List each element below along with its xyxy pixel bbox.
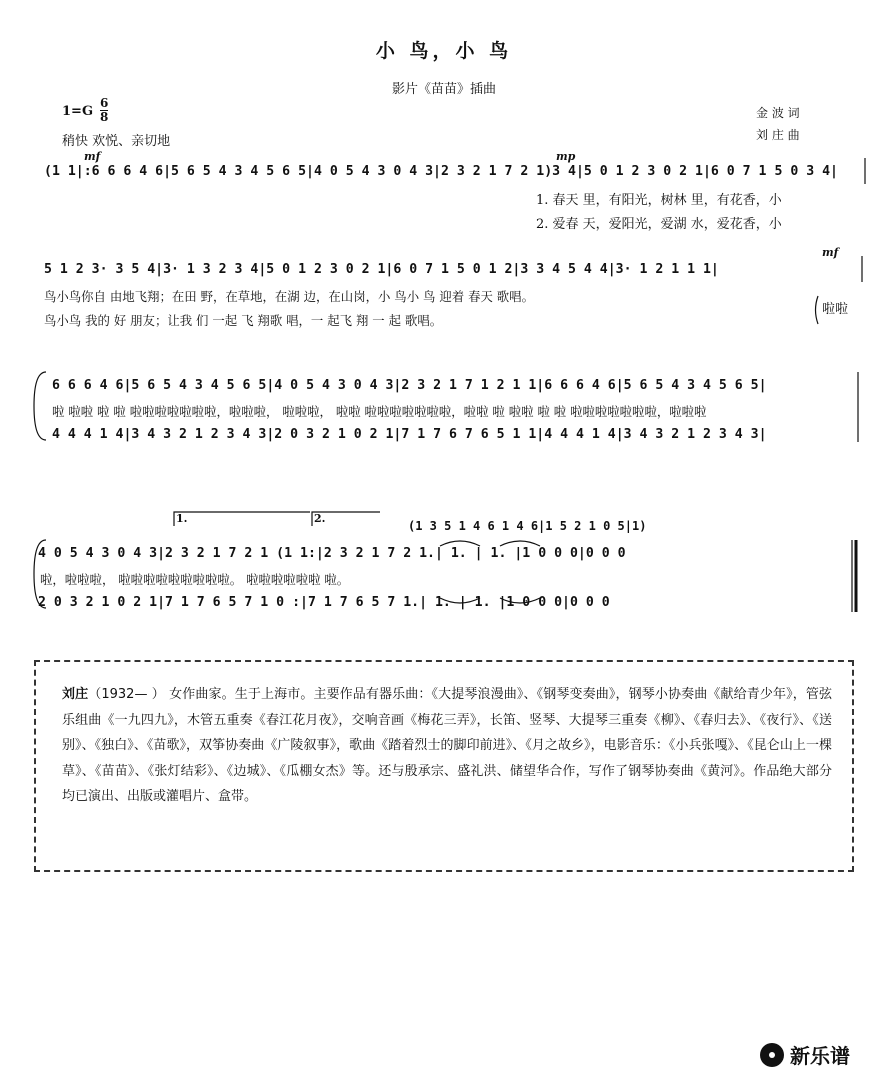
tie-4 bbox=[500, 598, 540, 603]
volta-2-bracket bbox=[312, 512, 380, 526]
row-2-lyric-brace bbox=[816, 296, 819, 324]
tempo-marking: 稍快 欢悦、亲切地 bbox=[62, 134, 171, 149]
score-row-3-lyric: 啦 啦啦 啦 啦 啦啦啦啦啦啦啦，啦啦啦， 啦啦啦， 啦啦 啦啦啦啦啦啦啦，啦啦 啦 啦啦 啦 啦 啦啦啦啦啦啦啦，啦啦啦 bbox=[52, 404, 707, 419]
dynamic-mf: mf bbox=[84, 150, 101, 163]
row-4-brace bbox=[34, 540, 46, 608]
score-row-2-side-lyric: 啦啦 bbox=[822, 302, 849, 317]
tie-1 bbox=[440, 541, 480, 546]
score-row-4-lower-notes: 2 0 3 2 1 0 2 1|7 1 7 6 5 7 1 0 :|7 1 7 6 5 7 1.| 1. | 1. |1 0 0 0|0 0 0 bbox=[38, 595, 610, 610]
composer-name: 刘庄 bbox=[62, 687, 89, 702]
row-3-brace bbox=[34, 372, 46, 440]
site-logo bbox=[760, 1040, 850, 1069]
dynamic-mf-2: mf bbox=[822, 246, 839, 259]
dynamic-mp: mp bbox=[556, 150, 576, 163]
score-row-1-lyric-1: 1. 春天 里，有阳光，树林 里，有花香，小 bbox=[536, 193, 782, 208]
score-row-1-notes: (1 1|:6 6 6 4 6|5 6 5 4 3 4 5 6 5|4 0 5 4 3 0 4 3|2 3 2 1 7 2 1)3 4|5 0 1 2 3 0 2 1|6 0 7 1 5 0 3 4| bbox=[44, 164, 838, 179]
score-row-2-lyric-2: 鸟小鸟 我的 好 朋友；让我 们 一起 飞 翔歌 唱，一 起飞 翔 一 起 歌唱。 bbox=[44, 313, 443, 328]
tie-2 bbox=[500, 541, 540, 546]
record-disc-icon bbox=[760, 1043, 784, 1067]
score-row-3-upper-notes: 6 6 6 4 6|5 6 5 4 3 4 5 6 5|4 0 5 4 3 0 4 3|2 3 2 1 7 1 2 1 1|6 6 6 4 6|5 6 5 4 3 4 5 6 5| bbox=[52, 378, 767, 393]
score-row-1-lyric-2: 2. 爱春 天，爱阳光，爱湖 水，爱花香，小 bbox=[536, 217, 782, 232]
volta-2-label: 2. bbox=[314, 512, 326, 525]
key-signature: 1=G bbox=[62, 104, 94, 119]
site-logo-text: 新乐谱 bbox=[790, 1044, 850, 1068]
composer-credit: 刘 庄 曲 bbox=[756, 128, 800, 142]
score-row-4-lyric: 啦，啦啦啦， 啦啦啦啦啦啦啦啦啦。 啦啦啦啦啦啦 啦。 bbox=[40, 572, 350, 587]
composer-bio-text: （1932— ） 女作曲家。生于上海市。主要作品有器乐曲：《大提琴浪漫曲》、《钢琴变奏曲》，钢琴小协奏曲《献给青少年》，管弦乐组曲《一九四九》，木管五重奏《春江花月夜》，交响音画《梅花三弄》，长笛、竖琴、大提琴三重奏《柳》、《春归去》、《夜行》、《送别》、《独白》、《苗歌》，双筝协奏曲《广陵叙事》，歌曲《踏着烈士的脚印前进》、《月之故乡》，电影音乐：《小兵张嘎》、《昆仑山上一棵草》、《苗苗》、《张灯结彩》、《边城》、《瓜棚女杰》等。还与殷承宗、盛礼洪、储望华合作，写作了钢琴协奏曲《黄河》。作品绝大部分均已演出、出版或灌唱片、盒带。 bbox=[62, 687, 832, 804]
score-row-2-lyric-1: 鸟小鸟你自 由地飞翔；在田 野，在草地，在湖 边，在山岗，小 鸟小 鸟 迎着 春天 歌唱。 bbox=[44, 289, 534, 304]
tie-3 bbox=[440, 598, 480, 603]
score-row-4-upper-notes: 4 0 5 4 3 0 4 3|2 3 2 1 7 2 1 (1 1:|2 3 2 1 7 2 1.| 1. | 1. |1 0 0 0|0 0 0 bbox=[38, 546, 626, 561]
time-signature-top: 6 bbox=[100, 96, 109, 110]
volta-1-label: 1. bbox=[176, 512, 188, 525]
composer-bio bbox=[62, 682, 832, 810]
score-row-3-lower-notes: 4 4 4 1 4|3 4 3 2 1 2 3 4 3|2 0 3 2 1 0 2 1|7 1 7 6 7 6 5 1 1|4 4 4 1 4|3 4 3 2 1 2 3 4 3| bbox=[52, 427, 767, 442]
lyricist-credit: 金 波 词 bbox=[756, 106, 800, 120]
time-signature-bottom: 8 bbox=[100, 110, 109, 124]
score-row-4-upper-accompaniment: (1 3 5 1 4 6 1 4 6|1 5 2 1 0 5|1) bbox=[408, 519, 647, 533]
volta-1-bracket bbox=[174, 512, 310, 526]
song-title: 小 鸟，小 鸟 bbox=[375, 40, 513, 62]
score-row-2-notes: 5 1 2 3· 3 5 4|3· 1 3 2 3 4|5 0 1 2 3 0 2 1|6 0 7 1 5 0 1 2|3 3 4 5 4 4|3· 1 2 1 1 1| bbox=[44, 262, 719, 277]
song-subtitle: 影片《苗苗》插曲 bbox=[391, 82, 496, 97]
